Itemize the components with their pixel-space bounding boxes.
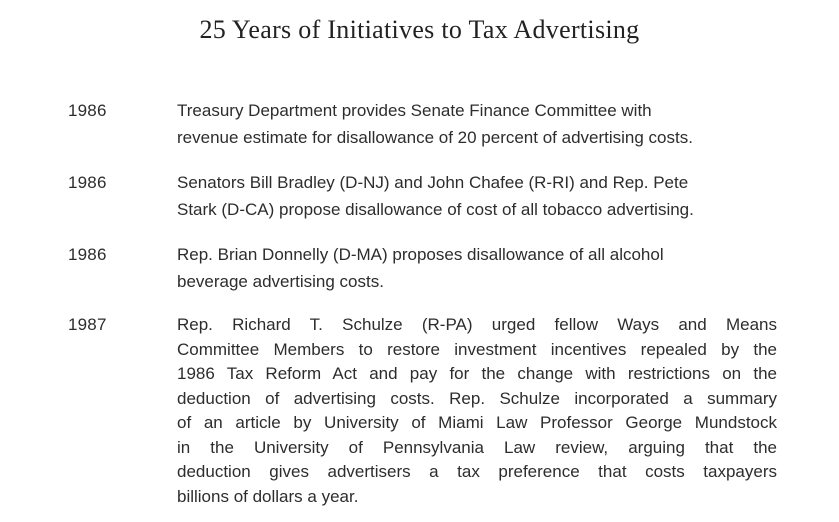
entry-line: billions of dollars a year.	[177, 486, 359, 506]
entry-year: 1986	[68, 101, 107, 120]
entry-line: of an article by University of Miami Law Professor George Mundstock	[177, 413, 777, 432]
entry-line: beverage advertising costs.	[177, 272, 384, 291]
entry-line: revenue estimate for disallowance of 20 percent of advertising costs.	[177, 128, 693, 147]
entry-line: deduction gives advertisers a tax preference that costs taxpayers	[177, 462, 777, 481]
entry-line: Rep. Brian Donnelly (D-MA) proposes disallowance of all alcohol	[177, 245, 664, 264]
entry-line: Committee Members to restore investment incentives repealed by the	[177, 339, 777, 359]
entry-text	[177, 97, 777, 151]
entry-year: 1986	[68, 245, 107, 264]
timeline-entry	[68, 241, 777, 295]
entry-text	[177, 169, 777, 223]
entry-line: Senators Bill Bradley (D-NJ) and John Chafee (R-RI) and Rep. Pete	[177, 173, 689, 192]
entry-line: in the University of Pennsylvania Law review, arguing that the	[177, 437, 777, 457]
entry-line: Treasury Department provides Senate Finance Committee with	[177, 101, 652, 120]
timeline-entry	[68, 313, 777, 509]
entry-line: 1986 Tax Reform Act and pay for the change with restrictions on the	[177, 364, 777, 383]
entry-year: 1987	[68, 315, 107, 334]
entry-text	[177, 313, 777, 509]
timeline	[68, 97, 777, 509]
timeline-entry	[68, 169, 777, 223]
entry-line: Rep. Richard T. Schulze (R-PA) urged fellow Ways and Means	[177, 315, 777, 334]
page-title: 25 Years of Initiatives to Tax Advertising	[199, 15, 640, 44]
entry-line: deduction of advertising costs. Rep. Schulze incorporated a summary	[177, 388, 777, 408]
timeline-entry	[68, 97, 777, 151]
entry-line: Stark (D-CA) propose disallowance of cost of all tobacco advertising.	[177, 200, 694, 219]
entry-year: 1986	[68, 173, 107, 192]
entry-text	[177, 241, 777, 295]
